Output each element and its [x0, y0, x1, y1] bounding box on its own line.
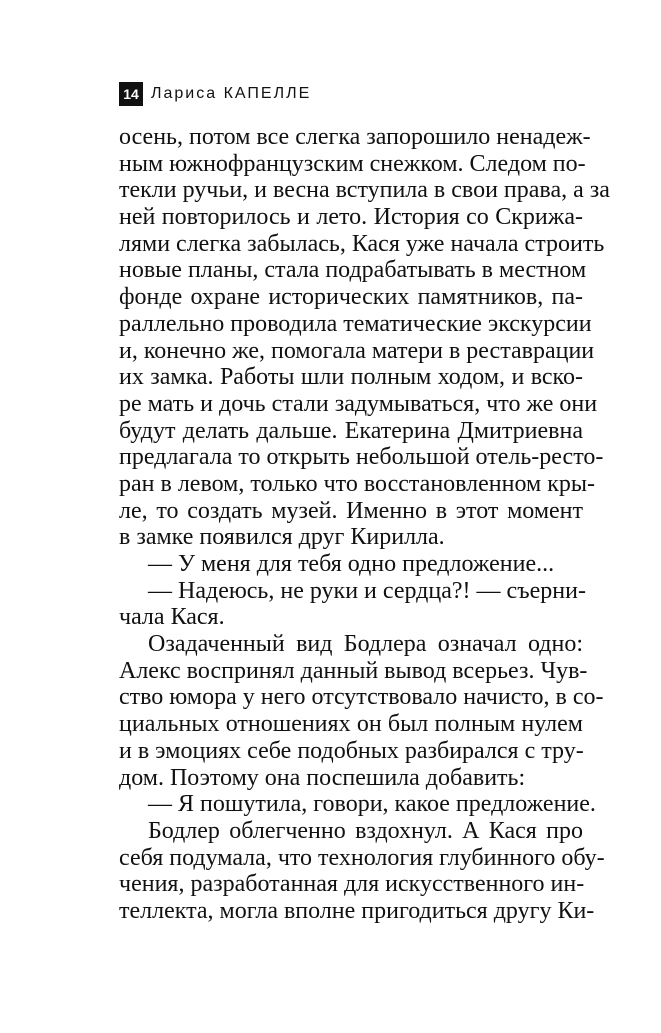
text-line: лями слегка забылась, Кася уже начала строить [119, 230, 605, 257]
text-line: чала Кася. [119, 604, 225, 631]
text-line: ран в левом, только что восстановленном кры- [119, 470, 596, 497]
text-line: ней повторилось и лето. История со Скрижа- [119, 204, 583, 231]
text-line: ным южнофранцузским снежком. Следом по- [119, 150, 586, 177]
page-number: 14 [119, 82, 143, 106]
text-line: Алекс воспринял данный вывод всерьез. Чув- [119, 657, 588, 684]
dialogue-line: — Надеюсь, не руки и сердца?! — съерни- [148, 577, 586, 604]
dialogue-line: — Я пошутила, говори, какое предложение. [148, 791, 596, 818]
text-line: ство юмора у него отсутствовало начисто, в со- [119, 684, 604, 711]
text-line: раллельно проводила тематические экскурсии [119, 310, 592, 337]
text-line: и в эмоциях себе подобных разбирался с тру- [119, 737, 584, 764]
text-line: осень, потом все слегка запорошило ненадеж- [119, 124, 591, 150]
running-head-author: Лариса КАПЕЛЛЕ [151, 85, 312, 102]
body-text [119, 124, 610, 925]
paragraph-first-line: Озадаченный вид Бодлера означал одно: [148, 631, 583, 658]
text-line: предлагала то открыть небольшой отель-ресто- [119, 444, 604, 471]
text-line: в замке появился друг Кирилла. [119, 524, 445, 551]
text-line: циальных отношениях он был полным нулем [119, 711, 583, 738]
running-header [119, 81, 311, 107]
text-line: чения, разработанная для искусственного ин- [119, 871, 585, 898]
text-line: дом. Поэтому она поспешила добавить: [119, 764, 526, 791]
text-line: и, конечно же, помогала матери в реставрации [119, 337, 595, 364]
text-line: текли ручьи, и весна вступила в свои права, а за [119, 177, 610, 204]
text-line: будут делать дальше. Екатерина Дмитриевна [119, 417, 583, 444]
paragraph-first-line: Бодлер облегченно вздохнул. А Кася про [148, 817, 583, 844]
text-line: их замка. Работы шли полным ходом, и вско- [119, 364, 583, 391]
text-line: ре мать и дочь стали задумываться, что же они [119, 390, 598, 417]
text-line: новые планы, стала подрабатывать в местном [119, 257, 587, 284]
text-line: теллекта, могла вполне пригодиться другу Ки- [119, 897, 595, 924]
dialogue-line: — У меня для тебя одно предложение... [148, 551, 555, 577]
text-line: себя подумала, что технология глубинного обу- [119, 844, 605, 871]
text-line: фонде охране исторических памятников, па- [119, 284, 583, 311]
text-line: ле, то создать музей. Именно в этот момент [119, 497, 583, 524]
